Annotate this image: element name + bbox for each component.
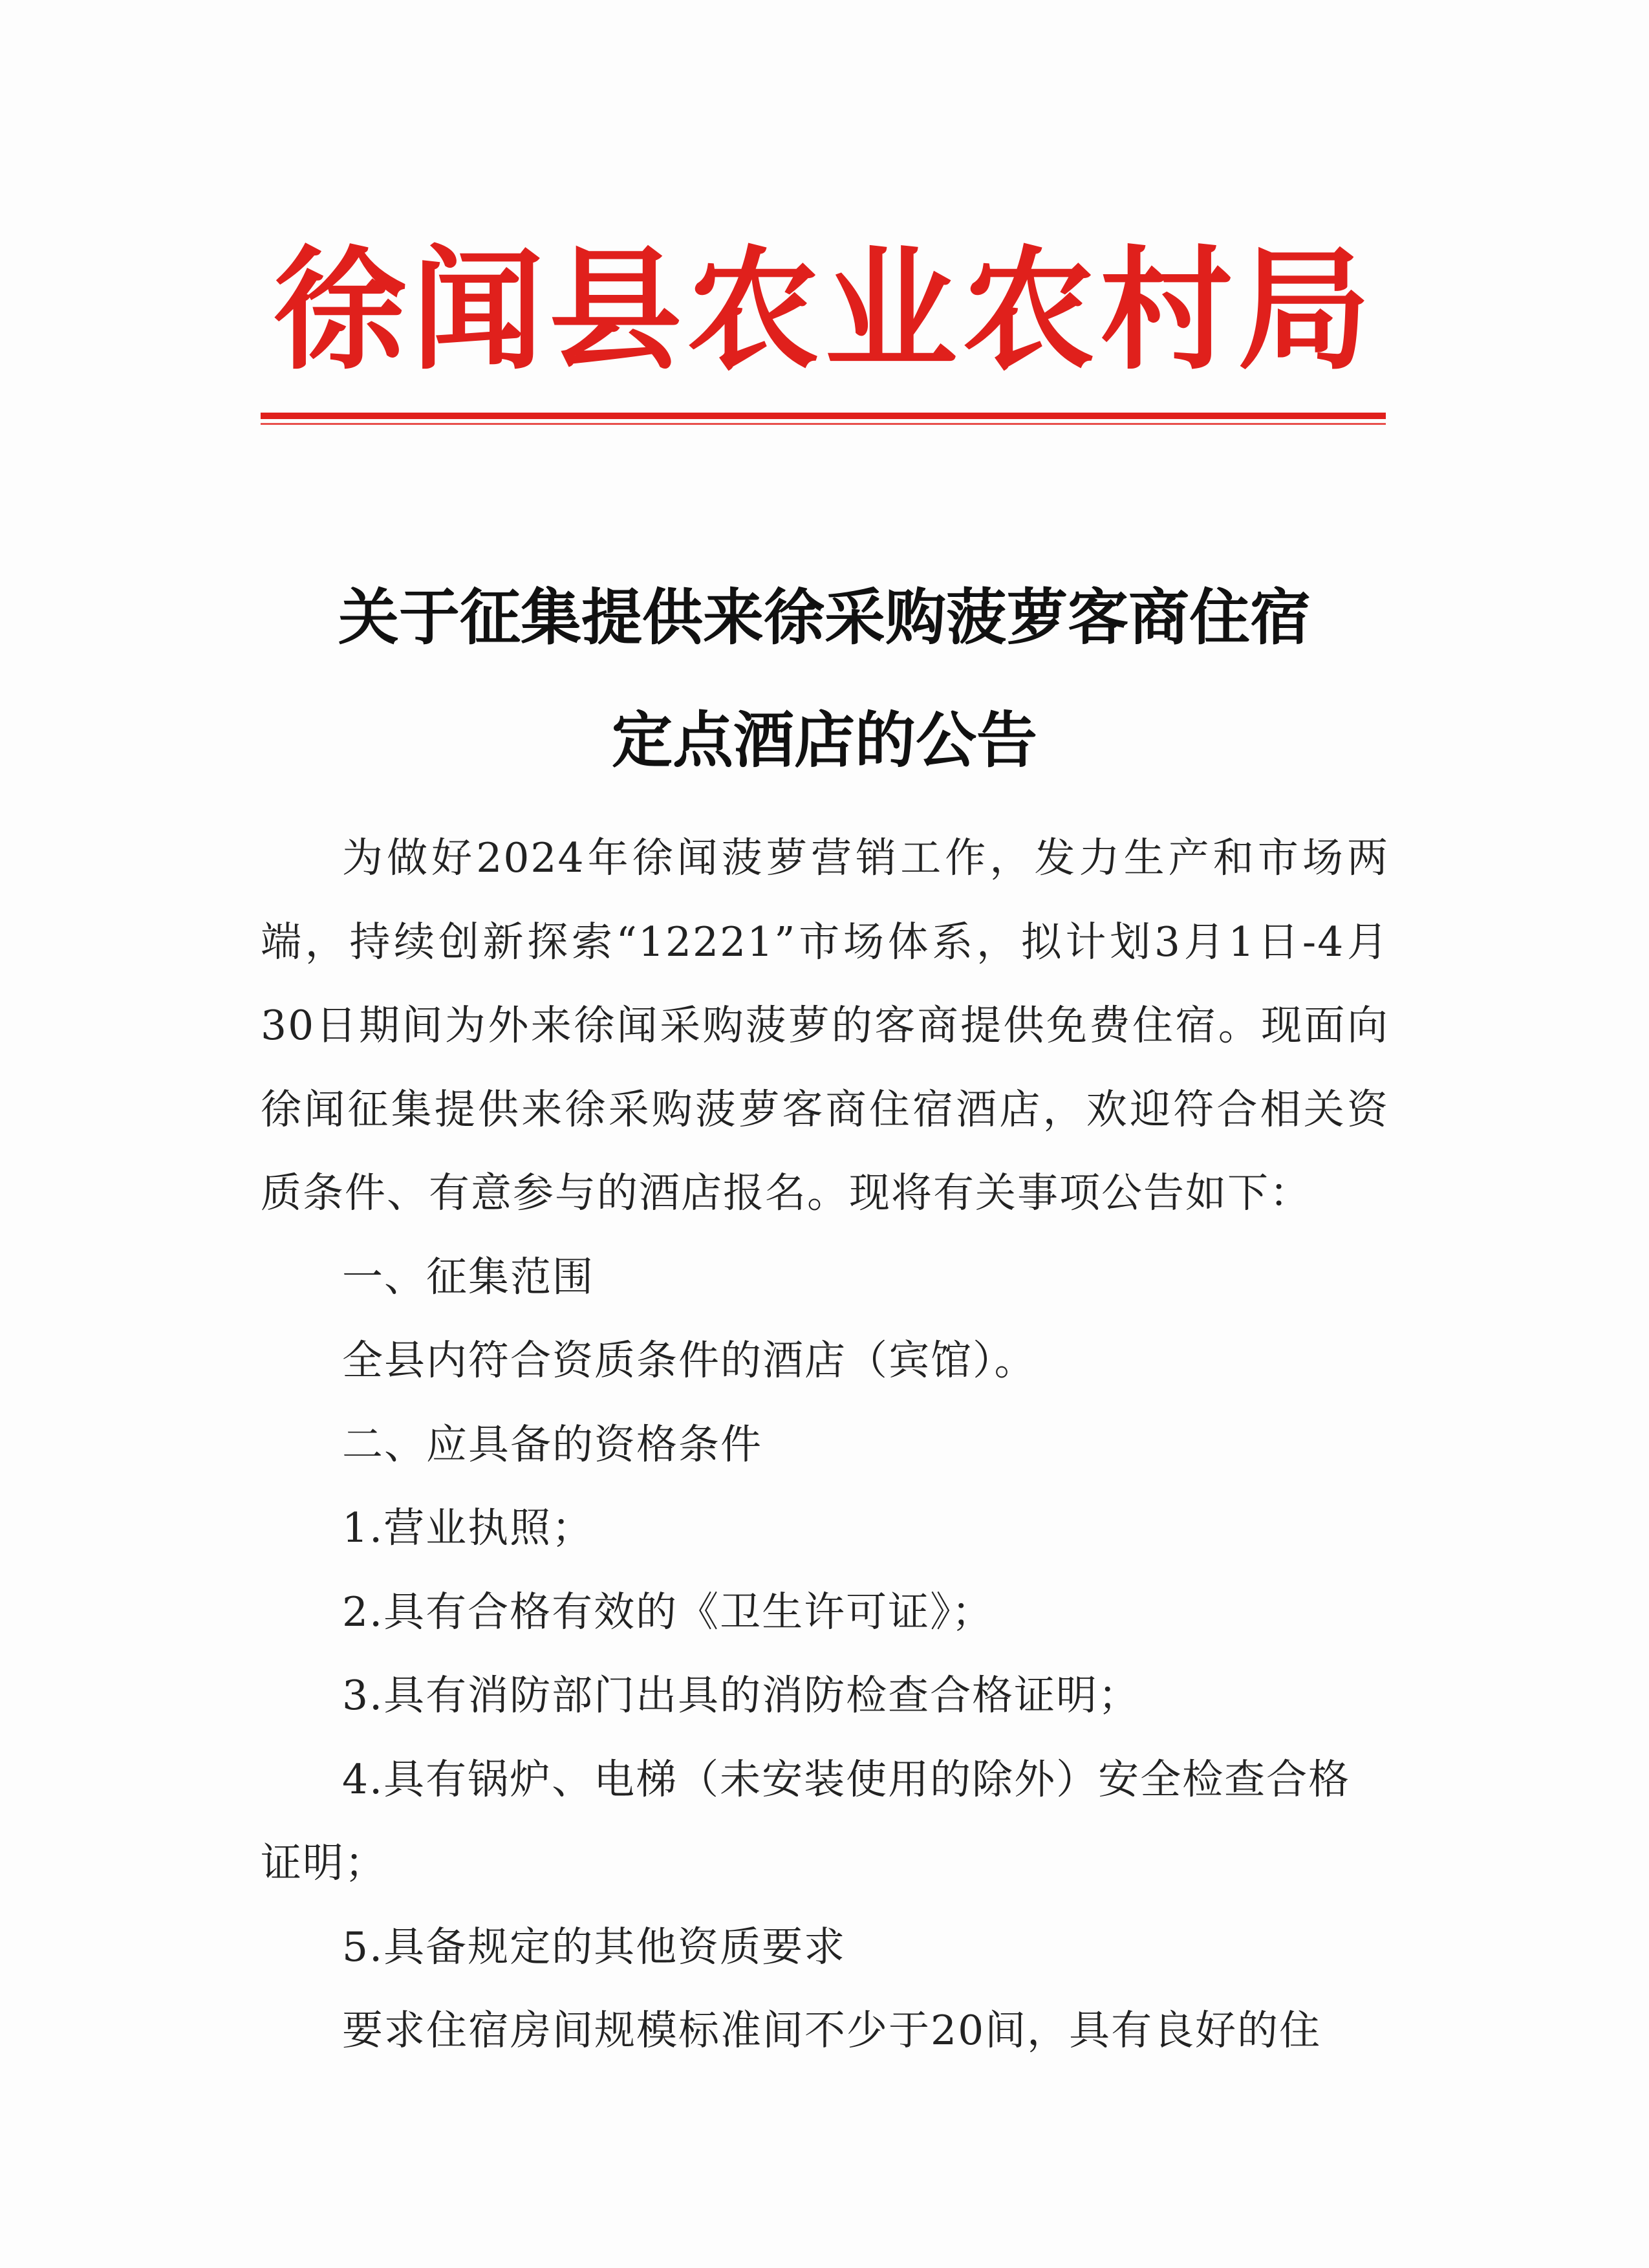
section-1-body: 全县内符合资质条件的酒店（宾馆）。: [342, 1337, 1037, 1384]
section-2-heading: 二、应具备的资格条件: [342, 1420, 762, 1468]
section-1-heading: 一、征集范围: [342, 1253, 594, 1301]
issuing-organization-header: 徐闻县农业农村局: [274, 233, 1375, 388]
intro-paragraph: 为做好2024年徐闻菠萝营销工作，发力生产和市场两端，持续创新探索“12221”市场体系，拟计划3月1日-4月30日期间为外来徐闻采购菠萝的客商提供免费住宿。现面向徐闻征集提供来徐采购菠萝客商住宿酒店，欢迎符合相关资质条件、有意参与的酒店报名。现将有关事项公告如下：: [261, 834, 1389, 1216]
requirement-item-4-continued: 证明；: [261, 1839, 387, 1886]
requirement-item-2: 2.具有合格有效的《卫生许可证》；: [342, 1588, 994, 1636]
requirement-item-4: 4.具有锅炉、电梯（未安装使用的除外）安全检查合格: [342, 1755, 1351, 1803]
requirement-item-1: 1.营业执照；: [342, 1504, 594, 1551]
document-title-line-2: 定点酒店的公告: [611, 705, 1037, 776]
room-requirement-paragraph: 要求住宿房间规模标准间不少于20间，具有良好的住: [342, 2007, 1322, 2054]
requirement-item-3: 3.具有消防部门出具的消防检查合格证明；: [342, 1672, 1141, 1719]
requirement-item-5: 5.具备规定的其他资质要求: [342, 1923, 846, 1971]
document-body: [261, 816, 1389, 2073]
red-header-rule-thin: [261, 423, 1386, 425]
document-title-line-1: 关于征集提供来徐采购菠萝客商住宿: [338, 582, 1311, 653]
red-header-rule: [261, 413, 1386, 419]
